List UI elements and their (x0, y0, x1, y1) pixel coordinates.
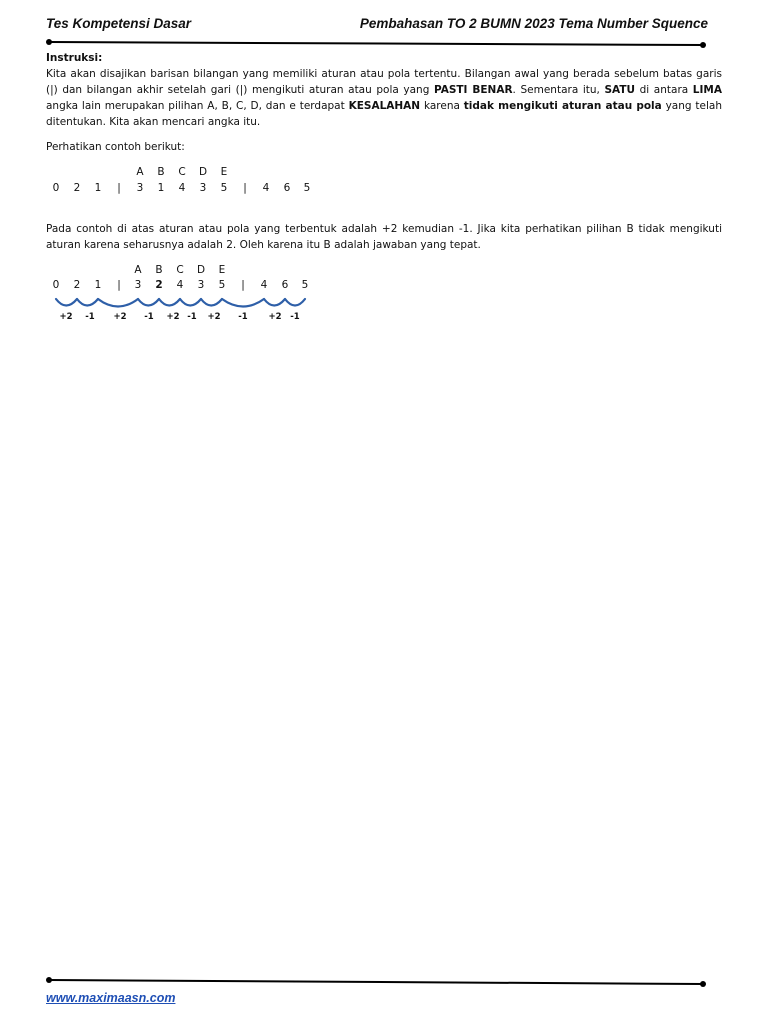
header-title-right: Pembahasan TO 2 BUMN 2023 Tema Number Squence (359, 16, 708, 31)
step-label: +2 (166, 312, 180, 322)
option-e-label: E (220, 166, 228, 178)
example-intro: Perhatikan contoh berikut: (46, 141, 185, 153)
seq-separator: | (117, 182, 121, 194)
seq-number: 4 (178, 182, 186, 194)
seq-separator: | (241, 279, 245, 291)
option-b-label: B (157, 166, 165, 178)
instructions-title: Instruksi: (46, 52, 103, 64)
seq-number: 5 (218, 279, 226, 291)
step-label: -1 (144, 312, 154, 322)
step-label: -1 (238, 312, 248, 322)
seq-number: 1 (94, 182, 102, 194)
option-d-label: D (198, 166, 208, 178)
seq-number: 3 (134, 279, 142, 291)
instructions-body: Kita akan disajikan barisan bilangan yang memiliki aturan atau pola tertentu. Bilangan awal yang berada sebelum batas garis (|) dan bilangan akhir setelah gari (|) mengikuti aturan atau pola yang PASTI BENAR. Sementara itu, SATU di antara LIMA angka lain merupakan pilihan A, B, C, D, dan e terdapat KESALAHAN karena tidak mengikuti aturan atau pola yang telah ditentukan. Kita akan mencari angka itu. (46, 68, 722, 128)
footer-website-link[interactable]: www.maximaasn.com (46, 991, 176, 1005)
seq-number: 4 (260, 279, 268, 291)
arc-2-4 (159, 299, 180, 306)
footer-divider (45, 975, 709, 989)
option-d-label: D (196, 264, 206, 276)
arc-5-4 (222, 299, 264, 307)
arc-3-2 (138, 299, 159, 306)
step-label: +2 (268, 312, 282, 322)
seq-number: 0 (52, 182, 60, 194)
seq-number: 6 (281, 279, 289, 291)
header-divider (45, 38, 709, 50)
seq-number: 3 (197, 279, 205, 291)
seq-separator: | (117, 279, 121, 291)
seq-number: 5 (301, 279, 309, 291)
arc-0-2 (56, 299, 77, 306)
option-a-label: A (134, 264, 142, 276)
step-label: -1 (187, 312, 197, 322)
seq-number: 2 (73, 182, 81, 194)
arc-2-1 (77, 299, 98, 306)
option-c-label: C (176, 264, 184, 276)
step-label: -1 (290, 312, 300, 322)
seq-number: 5 (303, 182, 311, 194)
option-b-label: B (155, 264, 163, 276)
arc-1-3 (98, 299, 138, 307)
explanation-paragraph: Pada contoh di atas aturan atau pola yang terbentuk adalah +2 kemudian -1. Jika kita perhatikan pilihan B tidak mengikuti aturan karena seharusnya adalah 2. Oleh karena itu B adalah jawaban yang tepat. (46, 223, 722, 251)
step-label: -1 (85, 312, 95, 322)
seq-number: 2 (73, 279, 81, 291)
step-arcs (48, 296, 318, 312)
seq-separator: | (243, 182, 247, 194)
seq-number: 5 (220, 182, 228, 194)
seq-number: 6 (283, 182, 291, 194)
header-title-left: Tes Kompetensi Dasar (46, 16, 192, 31)
arc-6-5 (285, 299, 305, 306)
option-a-label: A (136, 166, 144, 178)
seq-number: 0 (52, 279, 60, 291)
step-label: +2 (207, 312, 221, 322)
option-c-label: C (178, 166, 186, 178)
arc-3-5 (201, 299, 222, 306)
seq-number: 3 (136, 182, 144, 194)
seq-number-corrected: 2 (155, 279, 163, 291)
seq-number: 1 (94, 279, 102, 291)
seq-number: 4 (176, 279, 184, 291)
seq-number: 4 (262, 182, 270, 194)
option-e-label: E (218, 264, 226, 276)
seq-number: 1 (157, 182, 165, 194)
arc-4-3 (180, 299, 201, 306)
step-label: +2 (113, 312, 127, 322)
step-label: +2 (59, 312, 73, 322)
arc-4-6 (264, 299, 285, 306)
seq-number: 3 (199, 182, 207, 194)
